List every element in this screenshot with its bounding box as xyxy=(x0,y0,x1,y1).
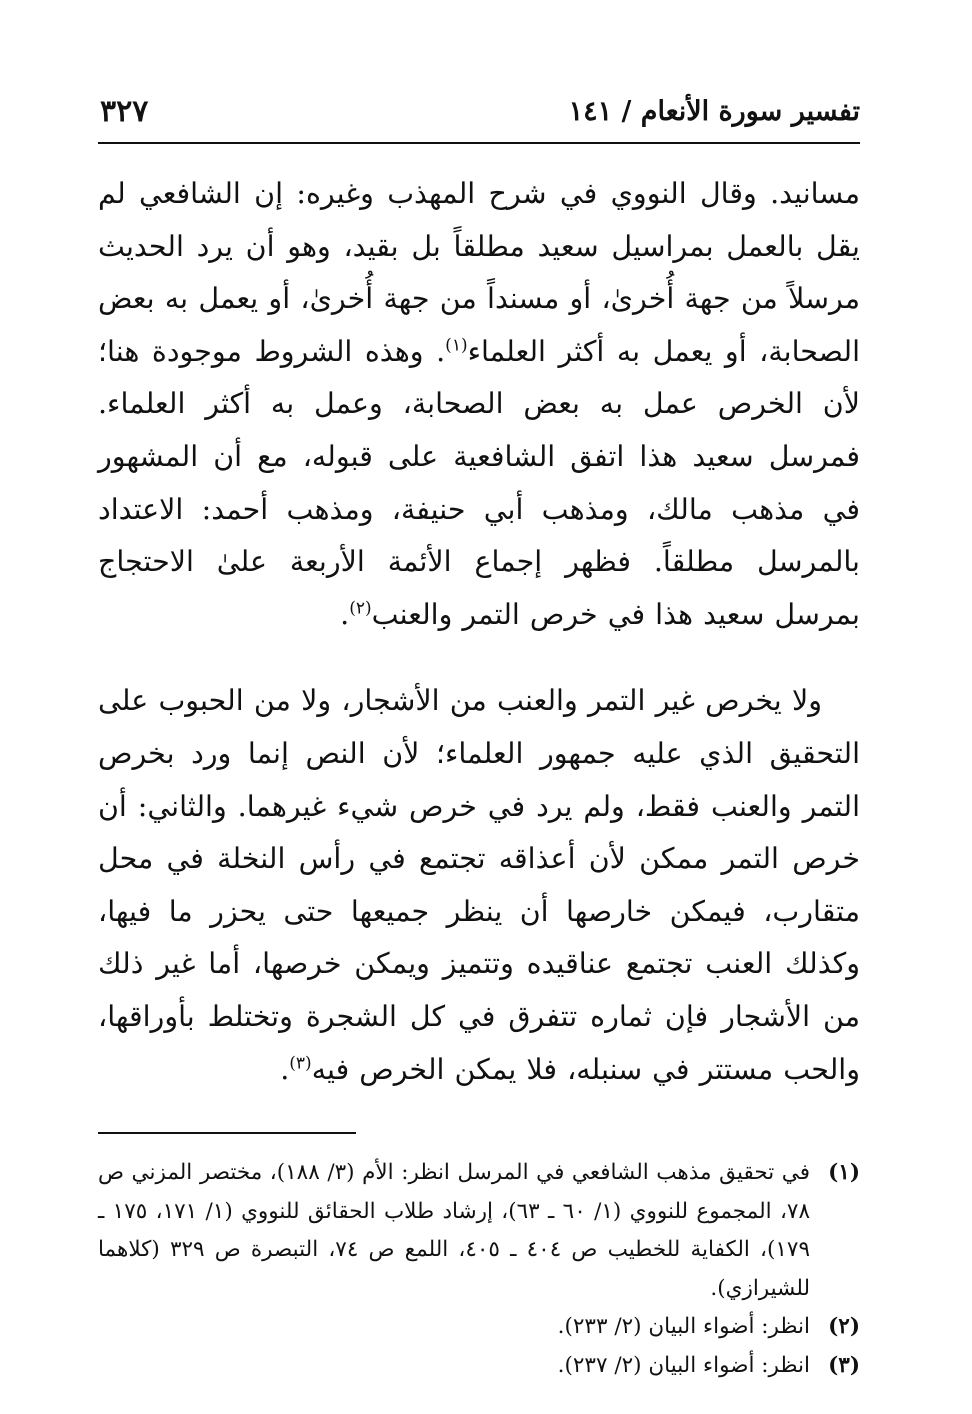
running-head xyxy=(98,88,860,144)
footnote-ref-2: (٢) xyxy=(349,598,372,619)
footnote-ref-1: (١) xyxy=(445,335,468,356)
page-number: ٣٢٧ xyxy=(100,94,149,129)
footnote-number: (١) xyxy=(828,1160,860,1186)
footnote-1 xyxy=(98,1154,860,1308)
page xyxy=(98,88,860,1385)
paragraph-2-text-start: ولا يخرص غير التمر والعنب من الأشجار، ولا من الحبوب على التحقيق الذي عليه جمهور العلماء؛ لأن النص إنما ورد بخرص التمر والعنب فقط، ولم يرد في خرص شيء غيرهما. والثاني: أن خرص التمر ممكن لأن أعذاقه تجتمع في رأس النخلة في محل متقارب، فيمكن خارصها أن ينظر جميعها حتى يحزر ما فيها، وكذلك العنب تجتمع عناقيده وتتميز ويمكن خرصها، أما غير ذلك من الأشجار فإن ثماره تتفرق في كل الشجرة وتختلط بأوراقها، والحب مستتر في سنبله، فلا يمكن الخرص فيه xyxy=(98,684,860,1086)
footnote-text: انظر: أضواء البيان (٢/ ٢٣٧). xyxy=(557,1352,810,1378)
footnote-2 xyxy=(98,1308,860,1347)
footnote-text: انظر: أضواء البيان (٢/ ٢٣٣). xyxy=(557,1314,810,1340)
footnote-text: في تحقيق مذهب الشافعي في المرسل انظر: الأم (٣/ ١٨٨)، مختصر المزني ص ٧٨، المجموع للنووي (١/ ٦٠ ـ ٦٣)، إرشاد طلاب الحقائق للنووي (١/ ١٧١، ١٧٥ ـ ١٧٩)، الكفاية للخطيب ص ٤٠٤ ـ ٤٠٥، اللمع ص ٧٤، التبصرة ص ٣٢٩ (كلاهما للشيرازي). xyxy=(98,1160,811,1301)
running-head-title: تفسير سورة الأنعام / ١٤١ xyxy=(568,96,860,127)
body-paragraph-1 xyxy=(98,168,860,641)
footnote-3 xyxy=(98,1347,860,1386)
paragraph-1-text-start: مسانيد. وقال النووي في شرح المهذب وغيره: إن الشافعي لم يقل بالعمل بمراسيل سعيد مطلقاً بل بقيد، وهو أن يرد الحديث مرسلاً من جهة أُخرىٰ، أو مسنداً من جهة أُخرىٰ، أو يعمل به بعض الصحابة، أو يعمل به أكثر العلماء xyxy=(98,177,860,368)
footnote-number: (٣) xyxy=(828,1352,860,1378)
footnote-ref-3: (٣) xyxy=(289,1053,312,1073)
paragraph-1-text-middle: . وهذه الشروط موجودة هنا؛ لأن الخرص عمل به بعض الصحابة، وعمل به أكثر العلماء. فمرسل سعيد هذا اتفق الشافعية على قبوله، مع أن المشهور في مذهب مالك، ومذهب أبي حنيفة، ومذهب أحمد: الاعتداد بالمرسل مطلقاً. فظهر إجماع الأئمة الأربعة علىٰ الاحتجاج بمرسل سعيد هذا في خرص التمر والعنب xyxy=(98,334,860,631)
footnote-number: (٢) xyxy=(828,1314,860,1340)
body-paragraph-2 xyxy=(98,675,860,1096)
paragraph-1-text-end: . xyxy=(340,597,350,631)
footnote-divider xyxy=(98,1132,356,1134)
footnotes xyxy=(98,1154,860,1385)
paragraph-2-text-end: . xyxy=(280,1052,290,1086)
